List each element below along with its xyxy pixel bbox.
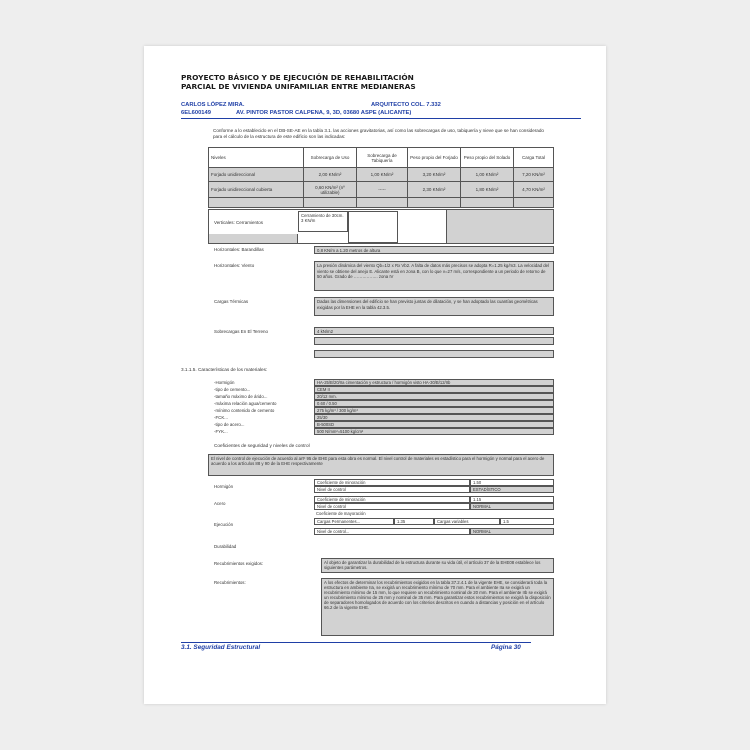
table-cell: 1,00 KN/m² — [357, 168, 408, 182]
col-header: Carga Total — [514, 148, 554, 168]
verticals-strip — [208, 234, 298, 244]
recubrimientos-value: A los efectos de determinar los recubrimientos exigidos en la tabla 37.2.4.1 de la vigente EHE, se considerará toda la estructura en ambiente IIa, se exigirá un recubrimiento mínimo de 70 mm. Para el ambiente IIa se exigirá un recubrimiento mínimo de 15 mm, lo que requiere un recubrimiento nominal de 20 mm. Para el ambiente IIb se exigirá un recubrimiento mínimo de 25 mm y nominal de 35 mm. Para garantizar estos recubrimientos se exigirá la disposición de separadores homologados de acuerdo con los criterios descritos en cuando a distancias y posición en el artículo 66.2 de la vigente EHE. — [321, 578, 554, 636]
footer-section: 3.1. Seguridad Estructural — [181, 644, 261, 651]
cargas-permanentes-value: 1.35 — [394, 518, 434, 525]
coef-label: Nivel de control — [314, 503, 470, 510]
table-row — [209, 168, 554, 182]
table-cell: ----- — [357, 182, 408, 198]
viento-value: La presión dinámica del viento Qb=1/2 x Rx Vb2. A falta de datos más precisos se adopta R=1.25 kg/m3. La velocidad del viento se obtiene del anejo E. Alicante está en zona B, con lo que v=27 m/s, correspondiente a un periodo de retorno de 50 años. Grado de …………….. zona IV — [314, 261, 554, 291]
table-cell: 1,80 KN/m² — [461, 182, 514, 198]
col-header: Peso propio del Solado — [461, 148, 514, 168]
verticals-label: Verticales: Cerramientos — [214, 220, 264, 225]
coef-value: NORMAL — [470, 503, 554, 510]
mayoracion-label: Coeficiente de mayoración — [316, 511, 366, 516]
table-row — [209, 198, 554, 208]
material-value: 500 N/mm²=5100 kg/cm² — [314, 428, 554, 435]
document-title — [181, 73, 581, 91]
material-value: 275 kg/m³ / 300 kg/m³ — [314, 407, 554, 414]
material-label: -mínimo contenido de cemento — [214, 408, 275, 413]
durabilidad-heading: Durabilidad — [214, 544, 237, 549]
table-cell: Forjado unidireccional cubierta — [209, 182, 304, 198]
material-label: -tipo de cemento... — [214, 387, 251, 392]
table-cell: 1,00 KN/m² — [461, 168, 514, 182]
table-cell: 4,70 KN/m² — [514, 182, 554, 198]
sobrecargas-terreno-label: Sobrecargas En El Terreno — [214, 329, 268, 334]
safety-heading: Coeficientes de seguridad y niveles de control — [214, 443, 310, 448]
cargas-variables-label: Cargas variables — [434, 518, 500, 525]
verticals-gray — [446, 209, 554, 244]
material-value: CEM II — [314, 386, 554, 393]
table-cell: 7,20 KN/m² — [514, 168, 554, 182]
ref-code: 6EL600149 — [181, 110, 211, 116]
material-label: -Hormigón — [214, 380, 235, 385]
verticals-blank-box — [348, 211, 398, 243]
coef-label: Nivel de control — [314, 486, 470, 493]
footer-rule — [181, 642, 531, 643]
intro-text: Conforme a lo establecido en el DB-SE-AE en la tabla 3.1. las acciones gravitatorias, así como las sobrecargas de uso, tabiquería y nieve que se han considerado para el cálculo de la estructura de este edificio son las indicadas: — [213, 128, 544, 139]
table-cell: 0,60 KN/m² (nº utilizable) — [304, 182, 357, 198]
sobrecargas-terreno-value: 4 kN/m2 — [314, 327, 554, 335]
empty-row — [314, 337, 554, 345]
material-label: -máxima relación agua/cemento — [214, 401, 277, 406]
materials-heading: 3.1.1.5. Características de los materiales: — [181, 367, 268, 372]
recubrimientos-label: Recubrimientos: — [214, 580, 246, 585]
table-cell: 2,00 KN/m² — [304, 168, 357, 182]
material-label: -FYK... — [214, 429, 228, 434]
verticals-value: Cerramiento de 30cm. 3 KN/m — [298, 211, 348, 232]
col-header: Sobrecarga de Uso — [304, 148, 357, 168]
recub-exigidos-label: Recubrimientos exigidos: — [214, 561, 264, 566]
ejecucion-label: Ejecución — [214, 522, 234, 527]
empty-row — [314, 350, 554, 358]
material-value: 0.60 / 0.50 — [314, 400, 554, 407]
coef-value: 1.50 — [470, 479, 554, 486]
material-label: -tamaño máximo de árido... — [214, 394, 268, 399]
author-name: CARLOS LÓPEZ MIRA. — [181, 102, 245, 108]
document-page — [144, 46, 606, 704]
material-value: 25/30 — [314, 414, 554, 421]
barandillas-value: 0,8 KN/m a 1.20 metros de altura — [314, 246, 554, 254]
material-value: HA-25/B/20/IIa cimentación y estructura / hormigón visto HA-30/B/12/IIb — [314, 379, 554, 386]
col-header: Sobrecarga de Tabiquería — [357, 148, 408, 168]
table-cell: Forjado unidireccional — [209, 168, 304, 182]
address: AV. PINTOR PASTOR CALPENA, 9, 3D, 03680 ASPE (ALICANTE) — [236, 110, 412, 116]
table-row — [209, 182, 554, 198]
hormigon-label: Hormigón — [214, 484, 234, 489]
table-cell: 3,20 KN/m² — [408, 168, 461, 182]
ejec-nivel-label: Nivel de control... — [314, 528, 470, 535]
ejec-nivel-value: NORMAL — [470, 528, 554, 535]
footer-page-number: Página 30 — [491, 644, 521, 651]
table-header-row — [209, 148, 554, 168]
coef-label: Coeficiente de minoración — [314, 479, 470, 486]
recub-exigidos-value: Al objeto de garantizar la durabilidad de la estructura durante su vida útil, el artículo 37 de la EHE08 establece los siguientes parámetros. — [321, 558, 554, 573]
material-value: B-500SD — [314, 421, 554, 428]
coef-value: ESTADÍSTICO — [470, 486, 554, 493]
material-label: -tipo de acero... — [214, 422, 245, 427]
title-line-2: PARCIAL DE VIVIENDA UNIFAMILIAR ENTRE MEDIANERAS — [181, 82, 416, 91]
material-value: 20/12 mm. — [314, 393, 554, 400]
author-role: ARQUITECTO COL. 7.332 — [371, 102, 441, 108]
cargas-permanentes-label: Cargas Permanentes... — [314, 518, 394, 525]
col-header: Peso propio del Forjado — [408, 148, 461, 168]
material-label: -FCK... — [214, 415, 228, 420]
header-rule — [181, 118, 581, 119]
acero-label: Acero — [214, 501, 226, 506]
safety-text: El nivel de control de ejecución de acuerdo al artº 95 de EHE para esta obra es normal. El nivel control de materiales es estadístico para el hormigón y normal para el acero de acuerdo a los artículos 88 y 90 de la EHE respectivamente — [208, 454, 554, 476]
barandillas-label: Horizontales: Barandillas — [214, 247, 264, 252]
coef-label: Coeficiente de minoración — [314, 496, 470, 503]
cargas-termicas-value: Dadas las dimensiones del edificio se han previsto juntas de dilatación, y se han adoptado las cuantías geométricas exigidas por la EHE en la tabla 42.3.5. — [314, 297, 554, 316]
cargas-variables-value: 1.5 — [500, 518, 554, 525]
cargas-termicas-label: Cargas Térmicas — [214, 299, 249, 304]
loads-table — [208, 147, 554, 208]
table-cell: 2,30 KN/m² — [408, 182, 461, 198]
coef-value: 1.15 — [470, 496, 554, 503]
viento-label: Horizontales: Viento — [214, 263, 255, 268]
title-line-1: PROYECTO BÁSICO Y DE EJECUCIÓN DE REHABILITACIÓN — [181, 73, 414, 82]
col-header: Niveles — [209, 148, 304, 168]
